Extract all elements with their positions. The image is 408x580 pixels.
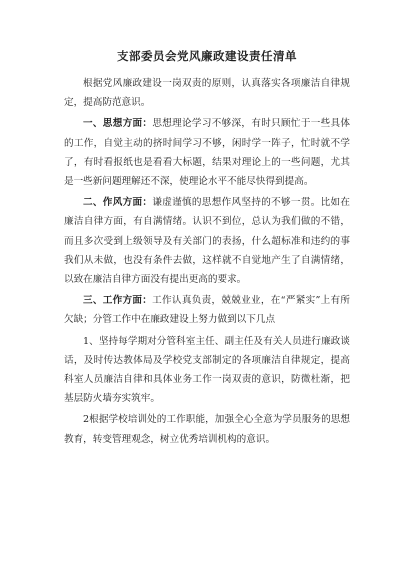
- section-body: 谦虚谨慎的思想作风坚持的不够一贯。比如在廉洁自律方面，有自满情绪。认识不到位，总认为我们做的不错，而且多次受到上级领导及有关部门的表扬，什么超标准和违约的事我们从未做，也没有条件去做，这样就不自觉地产生了自满情绪，以致在廉洁自律方面没有提出更高的要求。: [64, 197, 351, 286]
- section-thought: [64, 114, 350, 191]
- list-item: 2根据学校培训处的工作职能，加强全心全意为学员服务的思想教育，转变管理观念，树立优秀培训机构的意识。: [64, 414, 350, 445]
- section-body: 思想理论学习不够深，有时只顾忙于一些具体的工作，自觉主动的挤时间学习不够，闲时学一阵子，忙时就不学了，有时看报纸也是看看大标题，结果对理论上的一些问题，尤其是一些新问题理解还不深，使理论水平不能尽快得到提高。: [64, 118, 351, 188]
- section-style: [64, 193, 350, 289]
- section-heading: 一、思想方面：: [83, 118, 153, 130]
- section-heading: 二、作风方面：: [83, 197, 153, 209]
- intro-paragraph: 根据党风廉政建设一岗双责的原则，认真落实各项廉洁自律规定，提高防范意识。: [64, 78, 350, 109]
- section-body: 工作认真负责，兢兢业业，在“严紧实”上有所欠缺；分管工作中在廉政建设上努力做到以下几点: [64, 295, 351, 326]
- document-page: [64, 48, 350, 451]
- list-item: 1、坚持每学期对分管科室主任、副主任及有关人员进行廉政谈话，及时传达教体局及学校党支部制定的各项廉洁自律规定，提高科室人员廉洁自律和具体业务工作一岗双责的意识，防微杜渐，把基层防火墙夯实筑牢。: [64, 335, 350, 405]
- section-heading: 三、工作方面：: [83, 295, 153, 307]
- document-title: 支部委员会党风廉政建设责任清单: [117, 49, 297, 63]
- section-work: [64, 291, 350, 329]
